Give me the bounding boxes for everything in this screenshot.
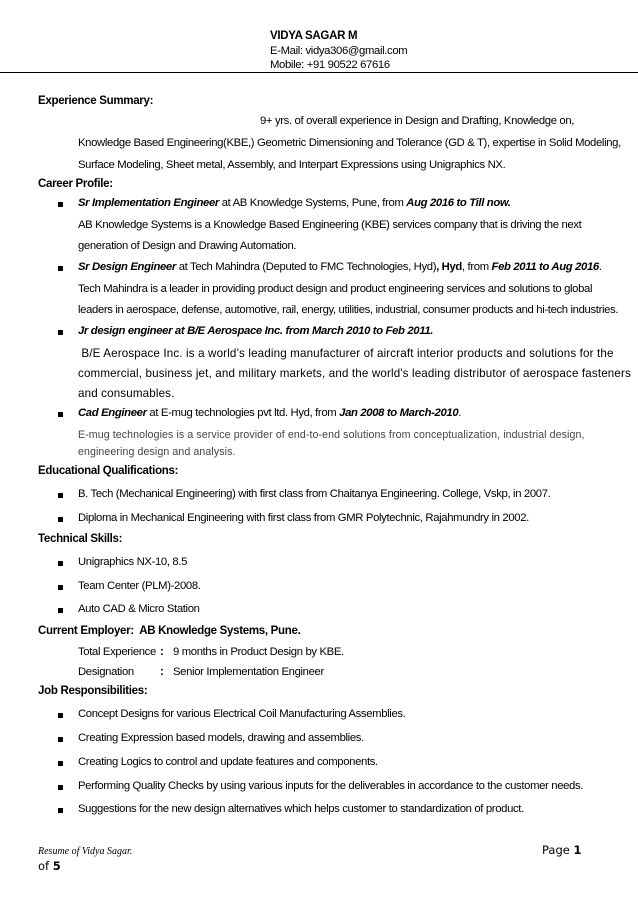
job-desc: generation of Design and Drawing Automation. [78, 240, 297, 252]
job-tail: . [598, 261, 602, 273]
resume-name: VIDYA SAGAR M [270, 30, 358, 42]
job-company: at E-mug technologies pvt ltd. Hyd, from [146, 407, 340, 419]
job-desc: and consumables. [78, 387, 175, 400]
of-word: of [38, 859, 53, 873]
bullet-icon [58, 608, 63, 613]
job-title: Cad Engineer [78, 407, 147, 419]
job-entry [78, 325, 433, 337]
bullet-icon [58, 493, 63, 498]
employer-colon: : [160, 646, 164, 658]
job-desc: B/E Aerospace Inc. is a world’s leading manufacturer of aircraft interior products and solutions for the [78, 347, 614, 360]
job-desc: E-mug technologies is a service provider of end-to-end solutions from conceptualization, industrial design, [78, 429, 585, 441]
bullet-icon [58, 266, 63, 271]
contact-email: E-Mail: vidya306@gmail.com [270, 45, 408, 57]
responsibility-item: Performing Quality Checks by using various inputs for the deliverables in accordance to the customer needs. [78, 780, 584, 792]
job-sep: , from [376, 197, 407, 209]
page-number: 1 [573, 843, 582, 857]
education-item: Diploma in Mechanical Engineering with first class from GMR Polytechnic, Rajahmundry in 2002. [78, 512, 529, 524]
employer-value: 9 months in Product Design by KBE. [173, 646, 344, 658]
job-dates: Feb 2011 to Aug 2016 [491, 261, 599, 273]
contact-mobile: Mobile: +91 90522 67616 [270, 59, 390, 71]
employer-value: Senior Implementation Engineer [173, 666, 324, 678]
employer-colon: : [160, 666, 164, 678]
responsibilities-heading: Job Responsibilities: [38, 685, 148, 697]
responsibility-item: Creating Logics to control and update features and components. [78, 756, 378, 768]
bullet-icon [58, 330, 63, 335]
bullet-icon [58, 412, 63, 417]
summary-line: Surface Modeling, Sheet metal, Assembly, and Interpart Expressions using Unigraphics NX. [78, 159, 506, 171]
bullet-icon [58, 713, 63, 718]
job-desc: engineering design and analysis. [78, 446, 236, 458]
skills-heading: Technical Skills: [38, 533, 123, 545]
responsibility-item: Concept Designs for various Electrical Coil Manufacturing Assemblies. [78, 708, 406, 720]
summary-line: Knowledge Based Engineering(KBE,) Geometric Dimensioning and Tolerance (GD & T), expertise in Solid Modeling, [78, 137, 621, 149]
job-desc: leaders in aerospace, defense, automotive, rail, energy, utilities, industrial, consumer products and hi-tech industries. [78, 304, 619, 316]
job-dates: Jan 2008 to March-2010 [339, 407, 459, 419]
job-dates: Aug 2016 to Till now. [406, 197, 511, 209]
job-title: Sr Design Engineer [78, 261, 176, 273]
bullet-icon [58, 585, 63, 590]
job-entry [78, 261, 602, 273]
header-divider [0, 72, 638, 73]
job-title: Sr Implementation Engineer [78, 197, 219, 209]
job-desc: commercial, business jet, and military markets, and the world's leading distributor of aerospace fasteners [78, 367, 631, 380]
job-title: Jr design engineer at B/E Aerospace Inc. from March 2010 to Feb 2011. [78, 325, 434, 337]
job-desc: AB Knowledge Systems is a Knowledge Based Engineering (KBE) services company that is driving the next [78, 219, 582, 231]
responsibility-item: Suggestions for the new design alternatives which helps customer to standardization of product. [78, 803, 524, 815]
skill-item: Unigraphics NX-10, 8.5 [78, 556, 188, 568]
footer-doc-name: Resume of Vidya Sagar. [38, 846, 133, 857]
job-entry [78, 407, 461, 419]
job-desc: Tech Mahindra is a leader in providing product design and product engineering services and solutions to global [78, 283, 593, 295]
job-sep: , from [461, 261, 492, 273]
employer-label: Total Experience [78, 646, 156, 658]
bullet-icon [58, 517, 63, 522]
total-pages: 5 [52, 859, 61, 873]
education-heading: Educational Qualifications: [38, 465, 179, 477]
bullet-icon [58, 202, 63, 207]
experience-summary-heading: Experience Summary: [38, 95, 154, 107]
bullet-icon [58, 561, 63, 566]
job-tail: . [458, 407, 462, 419]
skill-item: Team Center (PLM)-2008. [78, 580, 201, 592]
current-employer-heading: Current Employer: AB Knowledge Systems, Pune. [38, 625, 301, 637]
skill-item: Auto CAD & Micro Station [78, 603, 200, 615]
job-company: at AB Knowledge Systems, Pune [218, 197, 377, 209]
career-profile-heading: Career Profile: [38, 178, 113, 190]
job-entry [78, 197, 511, 209]
summary-line: 9+ yrs. of overall experience in Design and Drafting, Knowledge on, [260, 115, 575, 127]
page-total [38, 859, 61, 873]
education-item: B. Tech (Mechanical Engineering) with first class from Chaitanya Engineering. College, Vskp, in 2007. [78, 488, 551, 500]
job-company: at Tech Mahindra (Deputed to FMC Technologies, Hyd) [175, 261, 437, 273]
page-word: Page [542, 843, 574, 857]
bullet-icon [58, 761, 63, 766]
bullet-icon [58, 785, 63, 790]
bullet-icon [58, 737, 63, 742]
responsibility-item: Creating Expression based models, drawing and assemblies. [78, 732, 364, 744]
employer-label: Designation [78, 666, 134, 678]
job-location: , Hyd [436, 261, 462, 273]
bullet-icon [58, 808, 63, 813]
page-indicator [542, 843, 582, 857]
